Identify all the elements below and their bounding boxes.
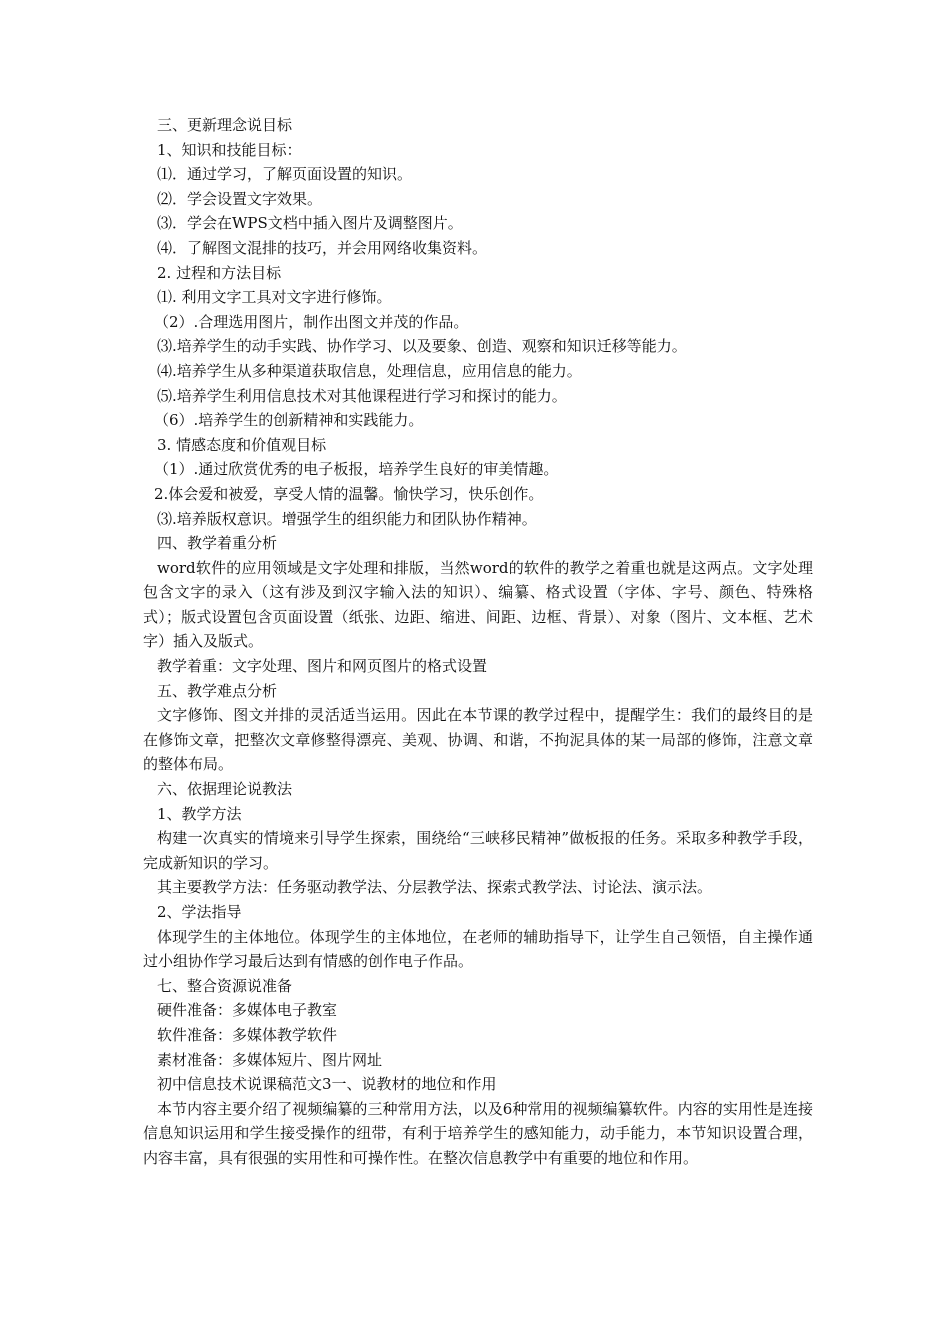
material-line: 素材准备：多媒体短片、图片网址 <box>157 1050 383 1069</box>
paragraph-difficulty: 文字修饰、图文并排的灵活适当运用。因此在本节课的教学过程中，提醒学生：我们的最终目的是在修饰文章，把整次文章修整得漂亮、美观、协调、和谐，不拘泥具体的某一局部的修饰，注意文章的整体布局。 <box>143 706 813 774</box>
subheading-teaching-method: 1、教学方法 <box>157 804 242 823</box>
list-item: ⑶．学会在WPS文档中插入图片及调整图片。 <box>157 214 463 233</box>
list-item: ⑸.培养学生利用信息技术对其他课程进行学习和探讨的能力。 <box>157 386 567 405</box>
teaching-focus-line: 教学着重：文字处理、图片和网页图片的格式设置 <box>157 657 488 676</box>
list-item: ⑴．通过学习，了解页面设置的知识。 <box>157 165 413 184</box>
heading-section-7: 七、整合资源说准备 <box>157 976 293 995</box>
list-item: ⑷．了解图文混排的技巧，并会用网络收集资料。 <box>157 238 488 257</box>
list-item: ⑶.培养版权意识。增强学生的组织能力和团队协作精神。 <box>157 509 537 528</box>
heading-section-5: 五、教学难点分析 <box>157 681 278 700</box>
heading-section-6: 六、依据理论说教法 <box>157 780 293 799</box>
teaching-methods-line: 其主要教学方法：任务驱动教学法、分层教学法、探索式教学法、讨论法、演示法。 <box>157 878 713 897</box>
document-body <box>143 113 813 1171</box>
list-item: （1）.通过欣赏优秀的电子板报，培养学生良好的审美情趣。 <box>154 460 559 479</box>
list-item: ⑶.培养学生的动手实践、协作学习、以及要象、创造、观察和知识迁移等能力。 <box>157 337 687 356</box>
paragraph-guide: 体现学生的主体地位。体现学生的主体地位，在老师的辅助指导下，让学生自己领悟，自主操作通过小组协作学习最后达到有情感的创作电子作品。 <box>143 927 813 971</box>
paragraph-word-analysis: word软件的应用领域是文字处理和排版，当然word的软件的教学之着重也就是这两点。文字处理包含文字的录入（这有涉及到汉字输入法的知识）、编纂、格式设置（字体、字号、颜色、特殊格式）；版式设置包含页面设置（纸张、边距、缩进、间距、边框、背景）、对象（图片、文本框、艺术字）插入及版式。 <box>143 558 813 651</box>
subheading-attitude-goals: 3. 情感态度和价值观目标 <box>157 435 327 454</box>
paragraph-last: 本节内容主要介绍了视频编纂的三种常用方法，以及6种常用的视频编纂软件。内容的实用性是连接信息知识运用和学生接受操作的纽带，有利于培养学生的感知能力，动手能力，本节知识设置合理，内容丰富，具有很强的实用性和可操作性。在整次信息教学中有重要的地位和作用。 <box>143 1099 813 1167</box>
software-line: 软件准备：多媒体教学软件 <box>157 1025 338 1044</box>
sample-title-line: 初中信息技术说课稿范文3一、说教材的地位和作用 <box>157 1075 497 1094</box>
paragraph-method: 构建一次真实的情境来引导学生探索，围绕给“三峡移民精神”做板报的任务。采取多种教学手段，完成新知识的学习。 <box>143 829 813 872</box>
hardware-line: 硬件准备：多媒体电子教室 <box>157 1001 338 1020</box>
heading-section-3: 三、更新理念说目标 <box>157 116 293 134</box>
heading-section-4: 四、教学着重分析 <box>157 534 278 553</box>
subheading-knowledge-goals: 1、知识和技能目标： <box>157 140 302 159</box>
list-item: ⑴. 利用文字工具对文字进行修饰。 <box>157 288 392 307</box>
list-item: ⑷.培养学生从多种渠道获取信息，处理信息，应用信息的能力。 <box>157 361 582 380</box>
subheading-study-guide: 2、学法指导 <box>157 903 242 921</box>
list-item: ⑵．学会设置文字效果。 <box>157 189 323 208</box>
list-item: 2.体会爱和被爱，享受人情的温馨。愉快学习，快乐创作。 <box>154 484 544 503</box>
list-item: （2）.合理选用图片，制作出图文并茂的作品。 <box>154 312 469 331</box>
list-item: （6）.培养学生的创新精神和实践能力。 <box>154 411 424 430</box>
subheading-process-goals: 2. 过程和方法目标 <box>157 263 282 282</box>
